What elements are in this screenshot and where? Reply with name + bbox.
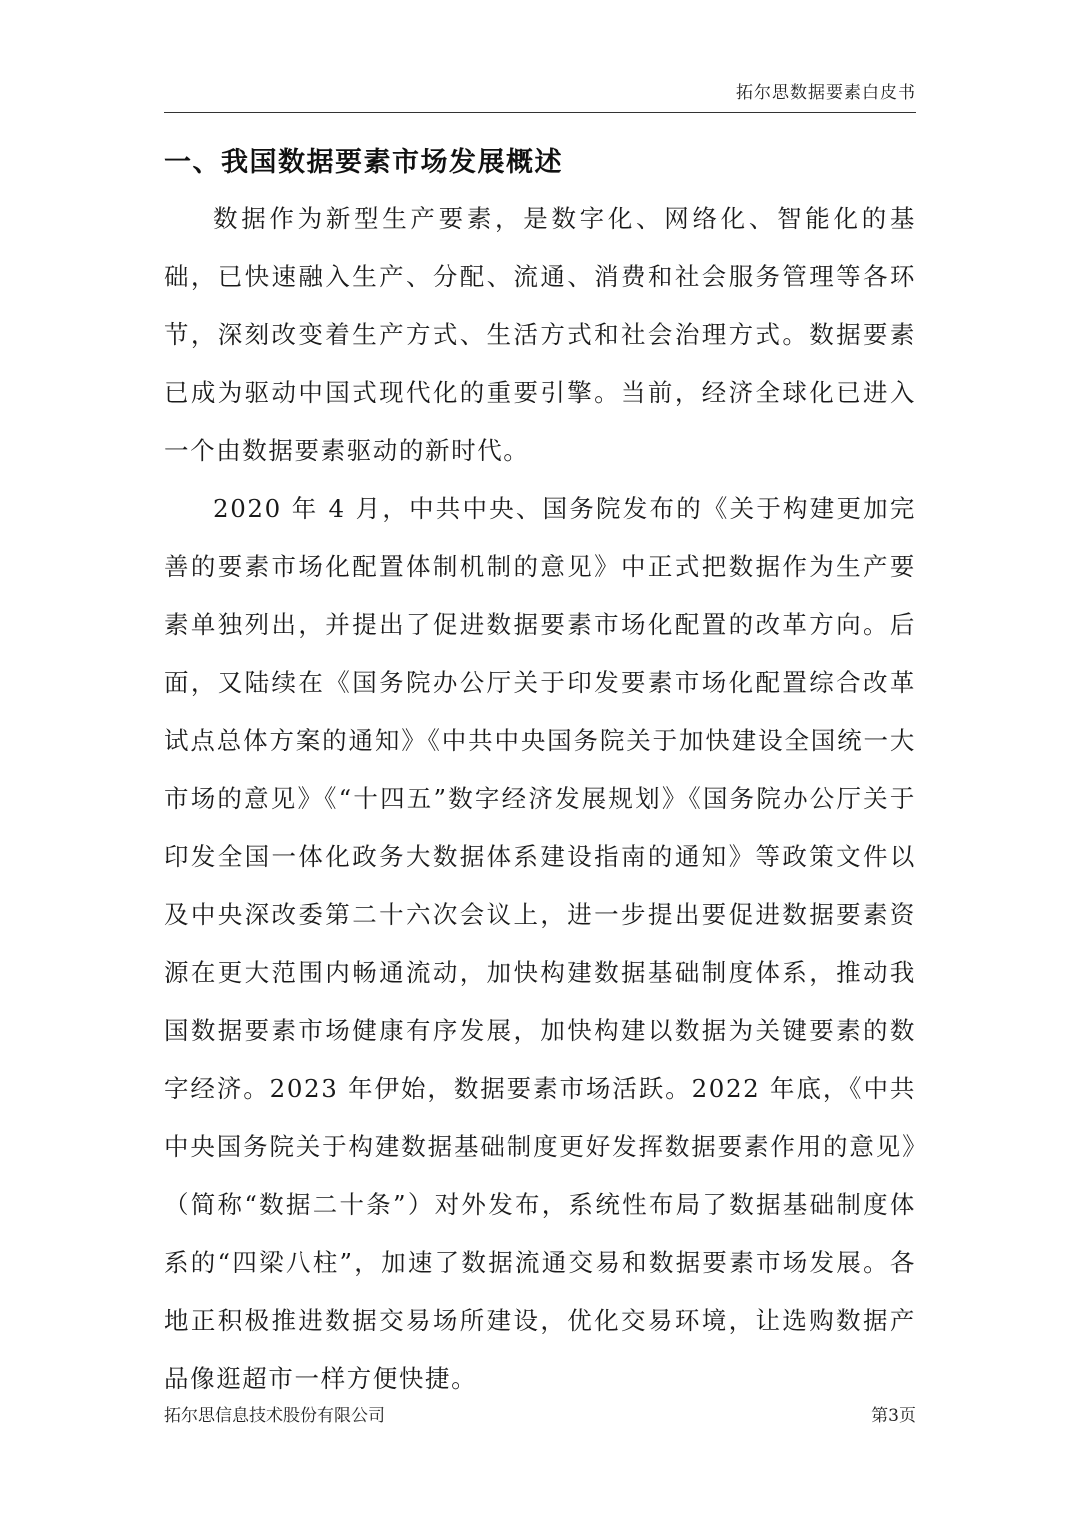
- footer-page-number: 第3页: [871, 1406, 916, 1426]
- header-divider: [164, 112, 916, 113]
- footer-company: 拓尔思信息技术股份有限公司: [164, 1406, 385, 1426]
- body-text: [164, 190, 916, 1408]
- section-heading: 一、我国数据要素市场发展概述: [164, 147, 563, 178]
- header-title: 拓尔思数据要素白皮书: [736, 83, 916, 103]
- paragraph-2: 2020 年 4 月，中共中央、国务院发布的《关于构建更加完善的要素市场化配置体制机制的意见》中正式把数据作为生产要素单独列出，并提出了促进数据要素市场化配置的改革方向。后面，又陆续在《国务院办公厅关于印发要素市场化配置综合改革试点总体方案的通知》《中共中央国务院关于加快建设全国统一大市场的意见》《“十四五”数字经济发展规划》《国务院办公厅关于印发全国一体化政务大数据体系建设指南的通知》等政策文件以及中央深改委第二十六次会议上，进一步提出要促进数据要素资源在更大范围内畅通流动，加快构建数据基础制度体系，推动我国数据要素市场健康有序发展，加快构建以数据为关键要素的数字经济。2023 年伊始，数据要素市场活跃。2022 年底，《中共中央国务院关于构建数据基础制度更好发挥数据要素作用的意见》（简称“数据二十条”）对外发布，系统性布局了数据基础制度体系的“四梁八柱”，加速了数据流通交易和数据要素市场发展。各地正积极推进数据交易场所建设，优化交易环境，让选购数据产品像逛超市一样方便快捷。: [164, 494, 916, 1393]
- paragraph-1: 数据作为新型生产要素，是数字化、网络化、智能化的基础，已快速融入生产、分配、流通、消费和社会服务管理等各环节，深刻改变着生产方式、生活方式和社会治理方式。数据要素已成为驱动中国式现代化的重要引擎。当前，经济全球化已进入一个由数据要素驱动的新时代。: [164, 204, 916, 465]
